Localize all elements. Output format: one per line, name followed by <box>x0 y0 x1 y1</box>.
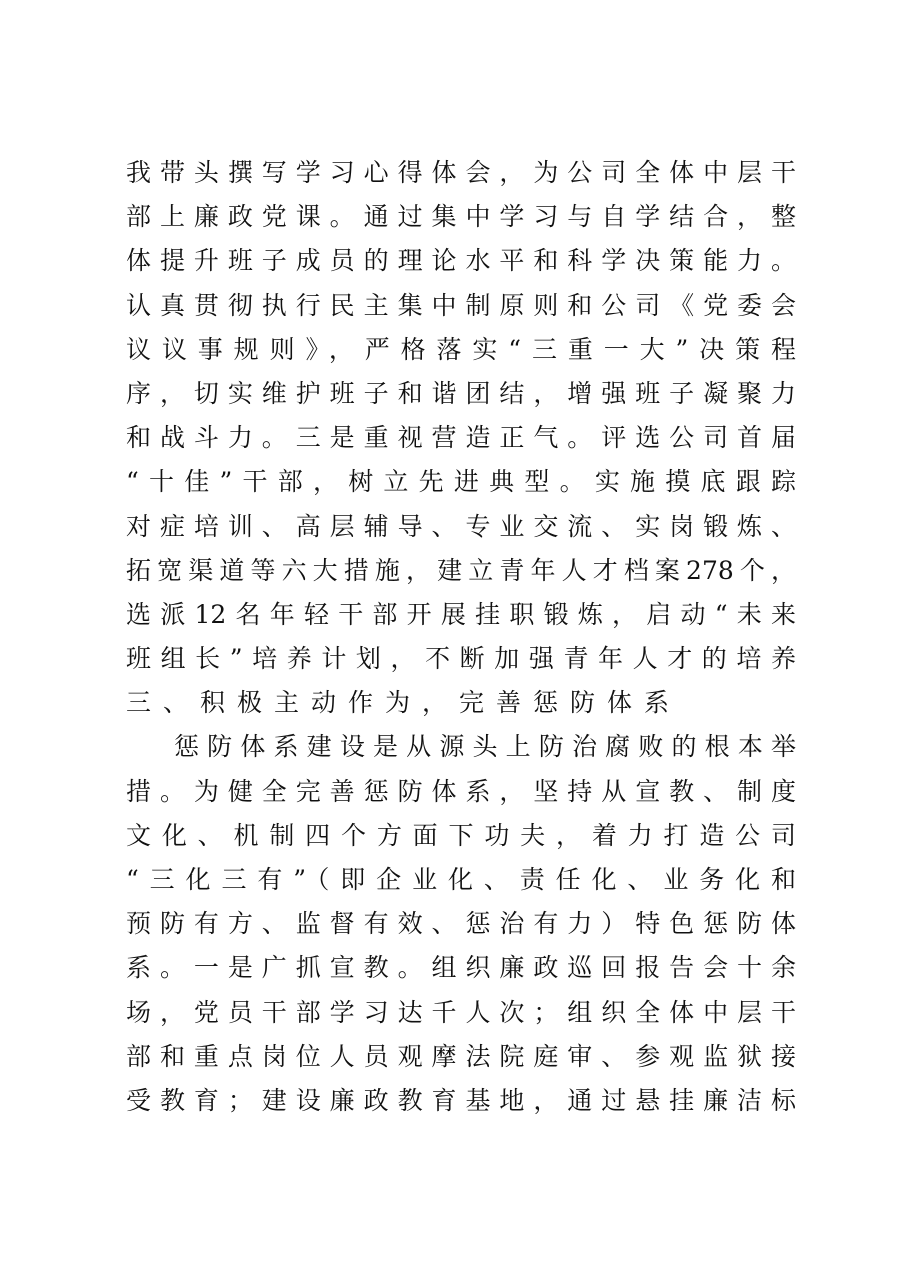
text-line: 措。为健全完善惩防体系，坚持从宣教、制度 <box>126 776 796 806</box>
text-line: 认真贯彻执行民主集中制原则和公司《党委会 <box>126 290 796 320</box>
text-line: 受教育；建设廉政教育基地，通过悬挂廉洁标 <box>126 1085 796 1115</box>
body-text <box>126 151 796 1123</box>
text-line: 议议事规则》，严格落实“三重一大”决策程 <box>126 334 796 364</box>
text-line: 预防有方、监督有效、惩治有力）特色惩防体 <box>126 909 796 939</box>
text-line: 系。一是广抓宣教。组织廉政巡回报告会十余 <box>126 953 796 983</box>
text-line: 文化、机制四个方面下功夫，着力打造公司 <box>126 820 796 850</box>
section-heading: 三、积极主动作为，完善惩防体系 <box>126 688 682 718</box>
text-line: “三化三有”（即企业化、责任化、业务化和 <box>126 865 796 894</box>
text-line: 选派12名年轻干部开展挂职锻炼，启动“未来 <box>126 599 796 629</box>
text-line: 班组长”培养计划，不断加强青年人才的培养 <box>126 644 796 674</box>
paragraph-first-line: 惩防体系建设是从源头上防治腐败的根本举 <box>174 732 796 762</box>
text-line: 拓宽渠道等六大措施，建立青年人才档案278个， <box>126 555 796 585</box>
text-line: 部和重点岗位人员观摩法院庭审、参观监狱接 <box>126 1041 796 1071</box>
text-line: 场，党员干部学习达千人次；组织全体中层干 <box>126 997 796 1027</box>
text-line: 体提升班子成员的理论水平和科学决策能力。 <box>126 246 796 276</box>
text-line: “十佳”干部，树立先进典型。实施摸底跟踪 <box>126 467 796 497</box>
text-line: 和战斗力。三是重视营造正气。评选公司首届 <box>126 423 796 453</box>
text-line: 我带头撰写学习心得体会，为公司全体中层干 <box>126 158 796 187</box>
text-line: 对症培训、高层辅导、专业交流、实岗锻炼、 <box>126 511 796 541</box>
text-line: 部上廉政党课。通过集中学习与自学结合，整 <box>126 202 796 232</box>
text-line: 序，切实维护班子和谐团结，增强班子凝聚力 <box>126 378 796 408</box>
